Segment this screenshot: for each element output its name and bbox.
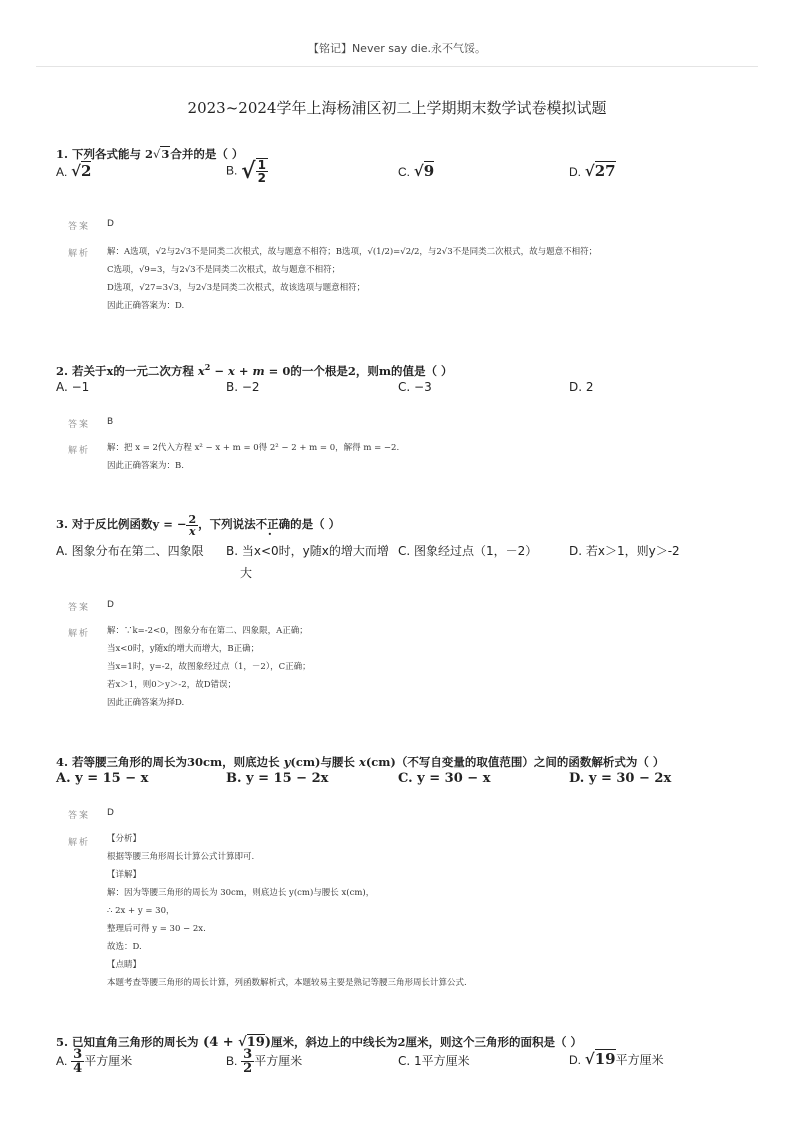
q1-answer-value: D xyxy=(107,219,114,229)
question-4-stem: 4. 若等腰三角形的周长为30cm，则底边长 y(cm)与腰长 x(cm)（不写自变量的取值范围）之间的函数解析式为（ ） xyxy=(56,755,665,769)
q4-option-c[interactable]: C. y = 30 − x xyxy=(398,771,491,786)
q3-analysis: 解：∵k=-2<0，图象分布在第二、四象限，A正确； 当x<0时，y随x的增大而增大，B正确； 当x=1时，y=-2，故图象经过点（1，－2），C正确； 若x＞1，则0＞y＞-2，故D错误； 因此正确答案为择D. xyxy=(107,626,311,708)
q2-option-d[interactable]: D. 2 xyxy=(569,380,594,394)
q2-option-c[interactable]: C. −3 xyxy=(398,380,432,394)
q4-analysis: 【分析】 根据等腰三角形周长计算公式计算即可. 【详解】 解：因为等腰三角形的周长为 30cm，则底边长 y(cm)与腰长 x(cm)， ∴ 2x + y = 30， 整理后可得 y = 30 − 2x. 故选：D. 【点睛】 本题考查等腰三角形的周长计算，列函数解析式，本题较易主要是熟记等腰三角形周长计算公式. xyxy=(107,834,467,988)
q1-answer-label: 答案 xyxy=(68,222,91,232)
q3-answer-label: 答案 xyxy=(68,603,91,613)
q2-answer-label: 答案 xyxy=(68,420,91,430)
question-3-stem: 3. 对于反比例函数y = − $\frac{2}{x}$ ，下列说法不正确的是（ ） xyxy=(56,512,341,538)
q5-option-a[interactable]: A. $\frac{3}{4}$ 平方厘米 xyxy=(56,1047,133,1076)
q3-option-c[interactable]: C. 图象经过点（1，－2） xyxy=(398,544,538,558)
q2-option-a[interactable]: A. −1 xyxy=(56,380,90,394)
q4-answer-value: D xyxy=(107,808,114,818)
page-title: 2023~2024学年上海杨浦区初二上学期期末数学试卷模拟试题 xyxy=(187,99,607,117)
page-header: 【铭记】Never say die.永不气馁。 xyxy=(307,42,487,55)
q5-option-d[interactable]: D. √19平方厘米 xyxy=(569,1050,664,1068)
q3-option-d[interactable]: D. 若x＞1，则y＞-2 xyxy=(569,544,680,558)
q4-answer-label: 答案 xyxy=(68,811,91,821)
header-divider xyxy=(36,66,758,67)
q1-analysis: 解：A选项，√2与2√3不是同类二次根式，故与题意不相符；B选项，√(1/2)=√2/2，与2√3不是同类二次根式，故与题意不相符； C选项，√9=3，与2√3不是同类二次根式，故与题意不相符； D选项，√27=3√3，与2√3是同类二次根式，故该选项与题意相符； 因此正确答案为：D. xyxy=(107,247,598,311)
q1-option-a[interactable]: A. √2 xyxy=(56,162,92,180)
q1-analysis-label: 解析 xyxy=(68,249,91,259)
q4-option-b[interactable]: B. y = 15 − 2x xyxy=(226,771,329,786)
q5-option-b[interactable]: B. $\frac{3}{2}$ 平方厘米 xyxy=(226,1047,303,1076)
q5-option-c[interactable]: C. 1平方厘米 xyxy=(398,1054,470,1068)
q4-option-a[interactable]: A. y = 15 − x xyxy=(56,771,149,786)
question-1-stem: 1. 下列各式能与 2√3合并的是（ ） xyxy=(56,147,244,161)
q2-option-b[interactable]: B. −2 xyxy=(226,380,260,394)
q4-analysis-label: 解析 xyxy=(68,838,91,848)
q2-analysis-label: 解析 xyxy=(68,446,91,456)
q1-option-d[interactable]: D. √27 xyxy=(569,162,616,180)
q1-option-b[interactable]: B. √ $\frac{1}{2}$ xyxy=(226,158,266,185)
question-5-stem: 5. 已知直角三角形的周长为 (4 + √19)厘米，斜边上的中线长为2厘米，则这个三角形的面积是（ ） xyxy=(56,1035,582,1050)
q4-option-d[interactable]: D. y = 30 − 2x xyxy=(569,771,672,786)
q3-answer-value: D xyxy=(107,600,114,610)
q3-option-b[interactable]: B. 当x<0时，y随x的增大而增 大 xyxy=(226,544,389,580)
question-2-stem: 2. 若关于x的一元二次方程 $x^2 - x + m = 0$的一个根是2，则m的值是（ ） xyxy=(56,362,453,378)
q1-option-c[interactable]: C. √9 xyxy=(398,162,435,180)
q2-analysis: 解：把 x = 2代入方程 x² − x + m = 0得 2² − 2 + m = 0，解得 m = −2. 因此正确答案为：B. xyxy=(107,443,400,471)
q3-option-a[interactable]: A. 图象分布在第二、四象限 xyxy=(56,544,204,558)
q3-analysis-label: 解析 xyxy=(68,629,91,639)
q2-answer-value: B xyxy=(107,417,114,427)
